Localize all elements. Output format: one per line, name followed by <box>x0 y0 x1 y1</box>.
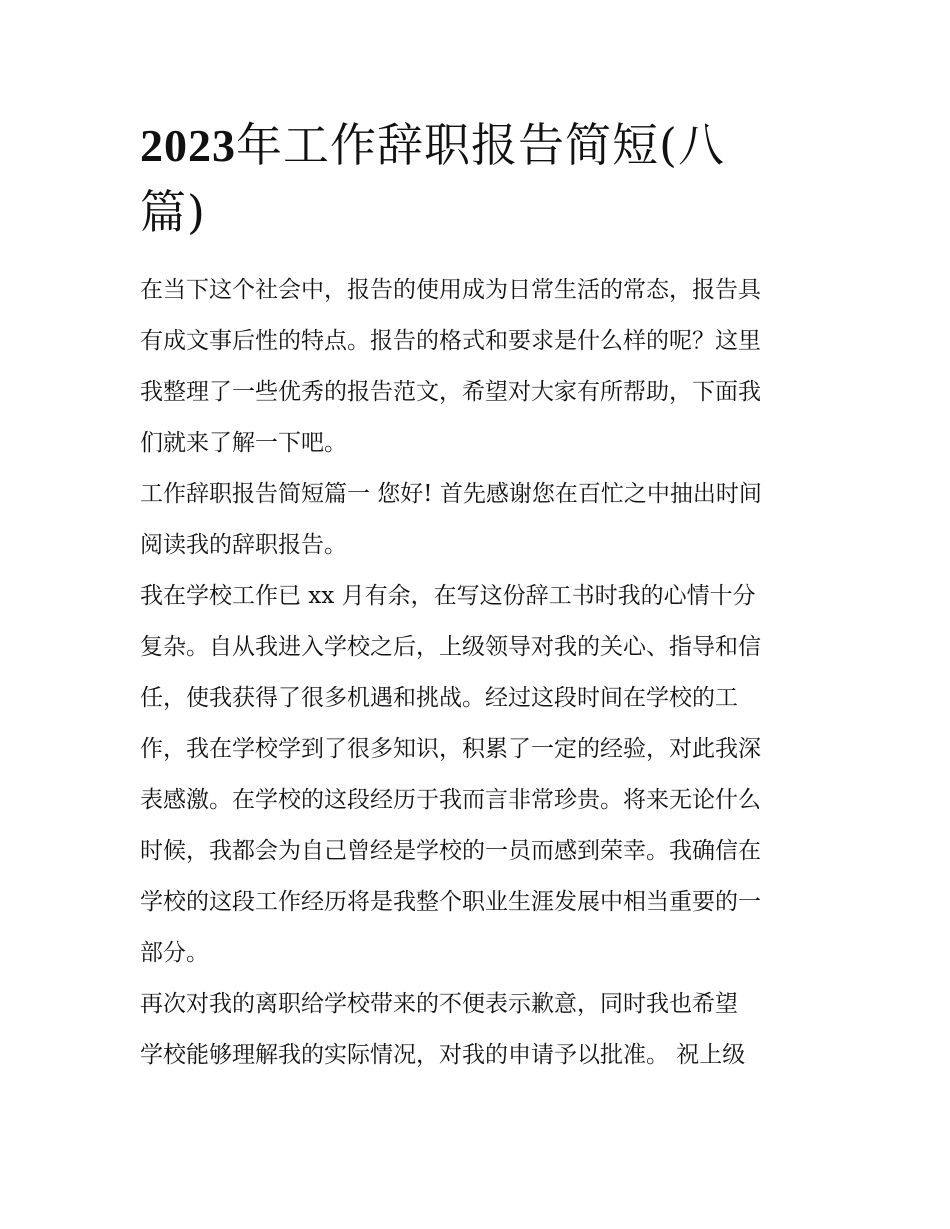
document-page <box>140 112 812 1081</box>
title-line-2: 篇) <box>140 185 206 239</box>
text-line: 工作辞职报告简短篇一 您好! 首先感谢您在百忙之中抽出时间 <box>140 481 762 507</box>
text-line: 我整理了一些优秀的报告范文，希望对大家有所帮助，下面我 <box>140 379 761 405</box>
text-line: 有成文事后性的特点。报告的格式和要求是什么样的呢？这里 <box>140 328 761 354</box>
text-line: 时候，我都会为自己曾经是学校的一员而感到荣幸。我确信在 <box>140 838 761 864</box>
paragraph-section-one <box>140 469 812 571</box>
paragraph-intro <box>140 265 812 469</box>
document-body <box>140 265 812 1081</box>
document-title <box>140 112 812 245</box>
text-line: 学校能够理解我的实际情况，对我的申请予以批准。 祝上级 <box>140 1042 746 1068</box>
text-line: 阅读我的辞职报告。 <box>140 532 347 558</box>
title-line-1 <box>140 112 812 179</box>
text-line: 表感激。在学校的这段经历于我而言非常珍贵。将来无论什么 <box>140 787 761 813</box>
paragraph-apology <box>140 979 812 1081</box>
title-line-1-text: 年工作辞职报告简短(八 <box>236 118 725 172</box>
text-line: 再次对我的离职给学校带来的不便表示歉意，同时我也希望 <box>140 991 738 1017</box>
paragraph-work-experience <box>140 571 812 979</box>
text-line: 作，我在学校学到了很多知识，积累了一定的经验，对此我深 <box>140 736 761 762</box>
text-line: 在当下这个社会中，报告的使用成为日常生活的常态，报告具 <box>140 277 761 303</box>
text-line: 任，使我获得了很多机遇和挑战。经过这段时间在学校的工 <box>140 685 738 711</box>
text-line: 我在学校工作已 xx 月有余，在写这份辞工书时我的心情十分 <box>140 583 756 609</box>
text-line: 学校的这段工作经历将是我整个职业生涯发展中相当重要的一 <box>140 889 761 915</box>
text-line: 复杂。自从我进入学校之后，上级领导对我的关心、指导和信 <box>140 634 761 660</box>
text-line: 部分。 <box>140 940 209 966</box>
text-line: 们就来了解一下吧。 <box>140 430 347 456</box>
title-year: 2023 <box>140 120 236 171</box>
